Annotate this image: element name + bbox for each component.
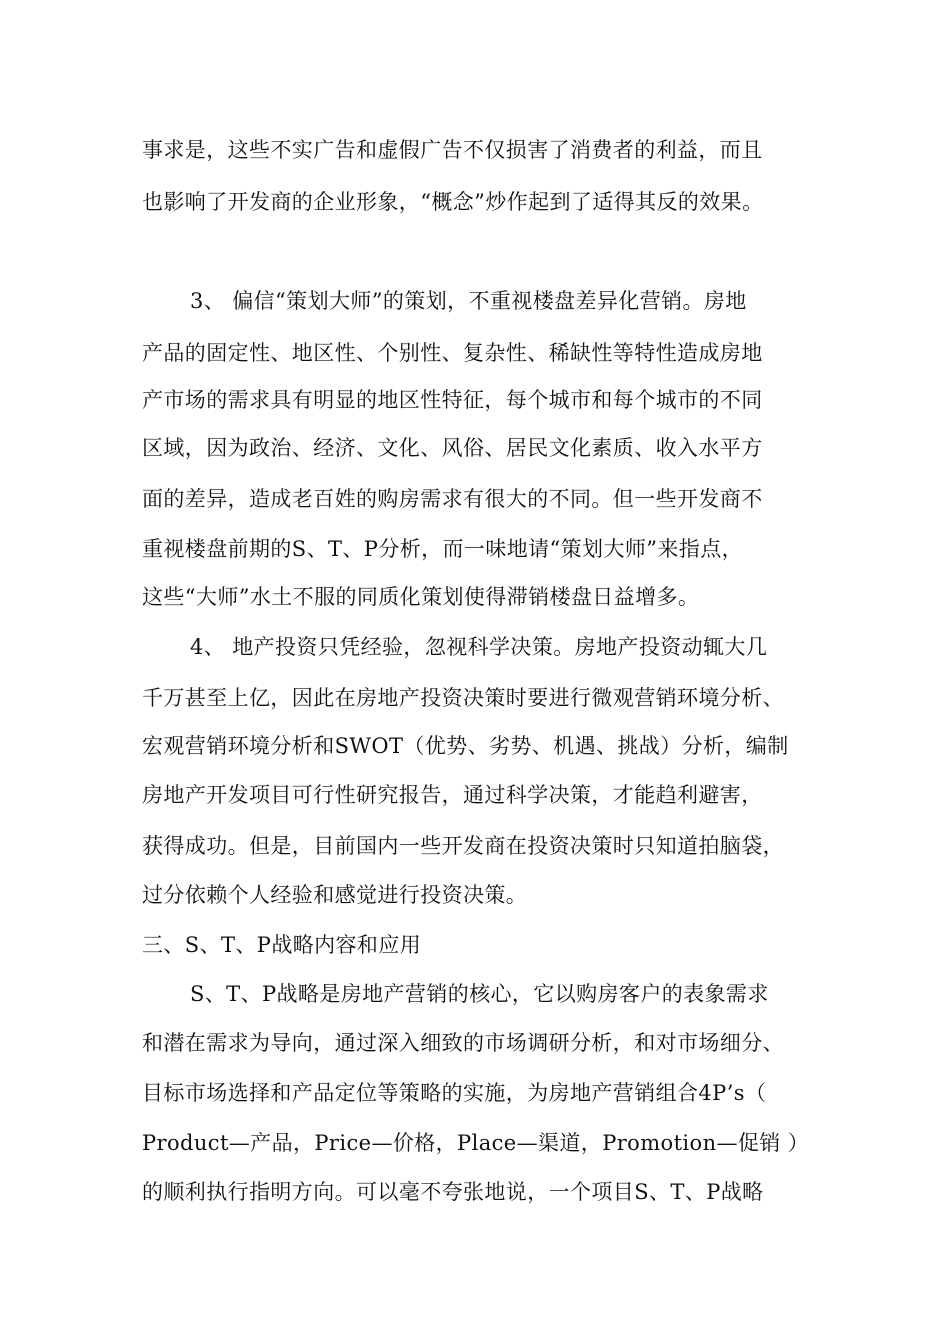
text-line: Product—产品，Price—价格，Place—渠道，Promotion—促销 ） — [142, 1131, 810, 1155]
text-line: 房地产开发项目可行性研究报告，通过科学决策，才能趋利避害， — [142, 783, 763, 807]
paragraph-4-first-line: 4、 地产投资只凭经验，忽视科学决策。房地产投资动辄大几 — [190, 635, 768, 659]
text-line: 也影响了开发商的企业形象，“概念”炒作起到了适得其反的效果。 — [142, 190, 764, 214]
text-line: 宏观营销环境分析和SWOT（优势、劣势、机遇、挑战）分析，编制 — [142, 734, 789, 758]
text-line: 的顺利执行指明方向。可以毫不夸张地说，一个项目S、T、P战略 — [142, 1180, 764, 1204]
section-heading: 三、S、T、P战略内容和应用 — [142, 933, 422, 957]
text-line: 事求是，这些不实广告和虚假广告不仅损害了消费者的利益，而且 — [142, 138, 763, 162]
text-line: 产品的固定性、地区性、个别性、复杂性、稀缺性等特性造成房地 — [142, 341, 763, 365]
text-line: 目标市场选择和产品定位等策略的实施，为房地产营销组合4P’s（ — [142, 1081, 767, 1105]
text-line: 过分依赖个人经验和感觉进行投资决策。 — [142, 883, 528, 907]
text-line: 面的差异，造成老百姓的购房需求有很大的不同。但一些开发商不 — [142, 487, 763, 511]
text-line: 重视楼盘前期的S、T、P分析，而一味地请“策划大师”来指点， — [142, 537, 743, 561]
text-line: 区域，因为政治、经济、文化、风俗、居民文化素质、收入水平方 — [142, 436, 763, 460]
paragraph-stp-first-line: S、T、P战略是房地产营销的核心，它以购房客户的表象需求 — [190, 982, 769, 1006]
text-line: 获得成功。但是，目前国内一些开发商在投资决策时只知道拍脑袋， — [142, 834, 784, 858]
text-line: 产市场的需求具有明显的地区性特征，每个城市和每个城市的不同 — [142, 388, 763, 412]
text-line: 千万甚至上亿，因此在房地产投资决策时要进行微观营销环境分析、 — [142, 686, 784, 710]
text-line: 和潜在需求为导向，通过深入细致的市场调研分析，和对市场细分、 — [142, 1031, 784, 1055]
paragraph-3-first-line: 3、 偏信“策划大师”的策划，不重视楼盘差异化营销。房地 — [190, 289, 747, 313]
text-line: 这些“大师”水土不服的同质化策划使得滞销楼盘日益增多。 — [142, 585, 700, 609]
